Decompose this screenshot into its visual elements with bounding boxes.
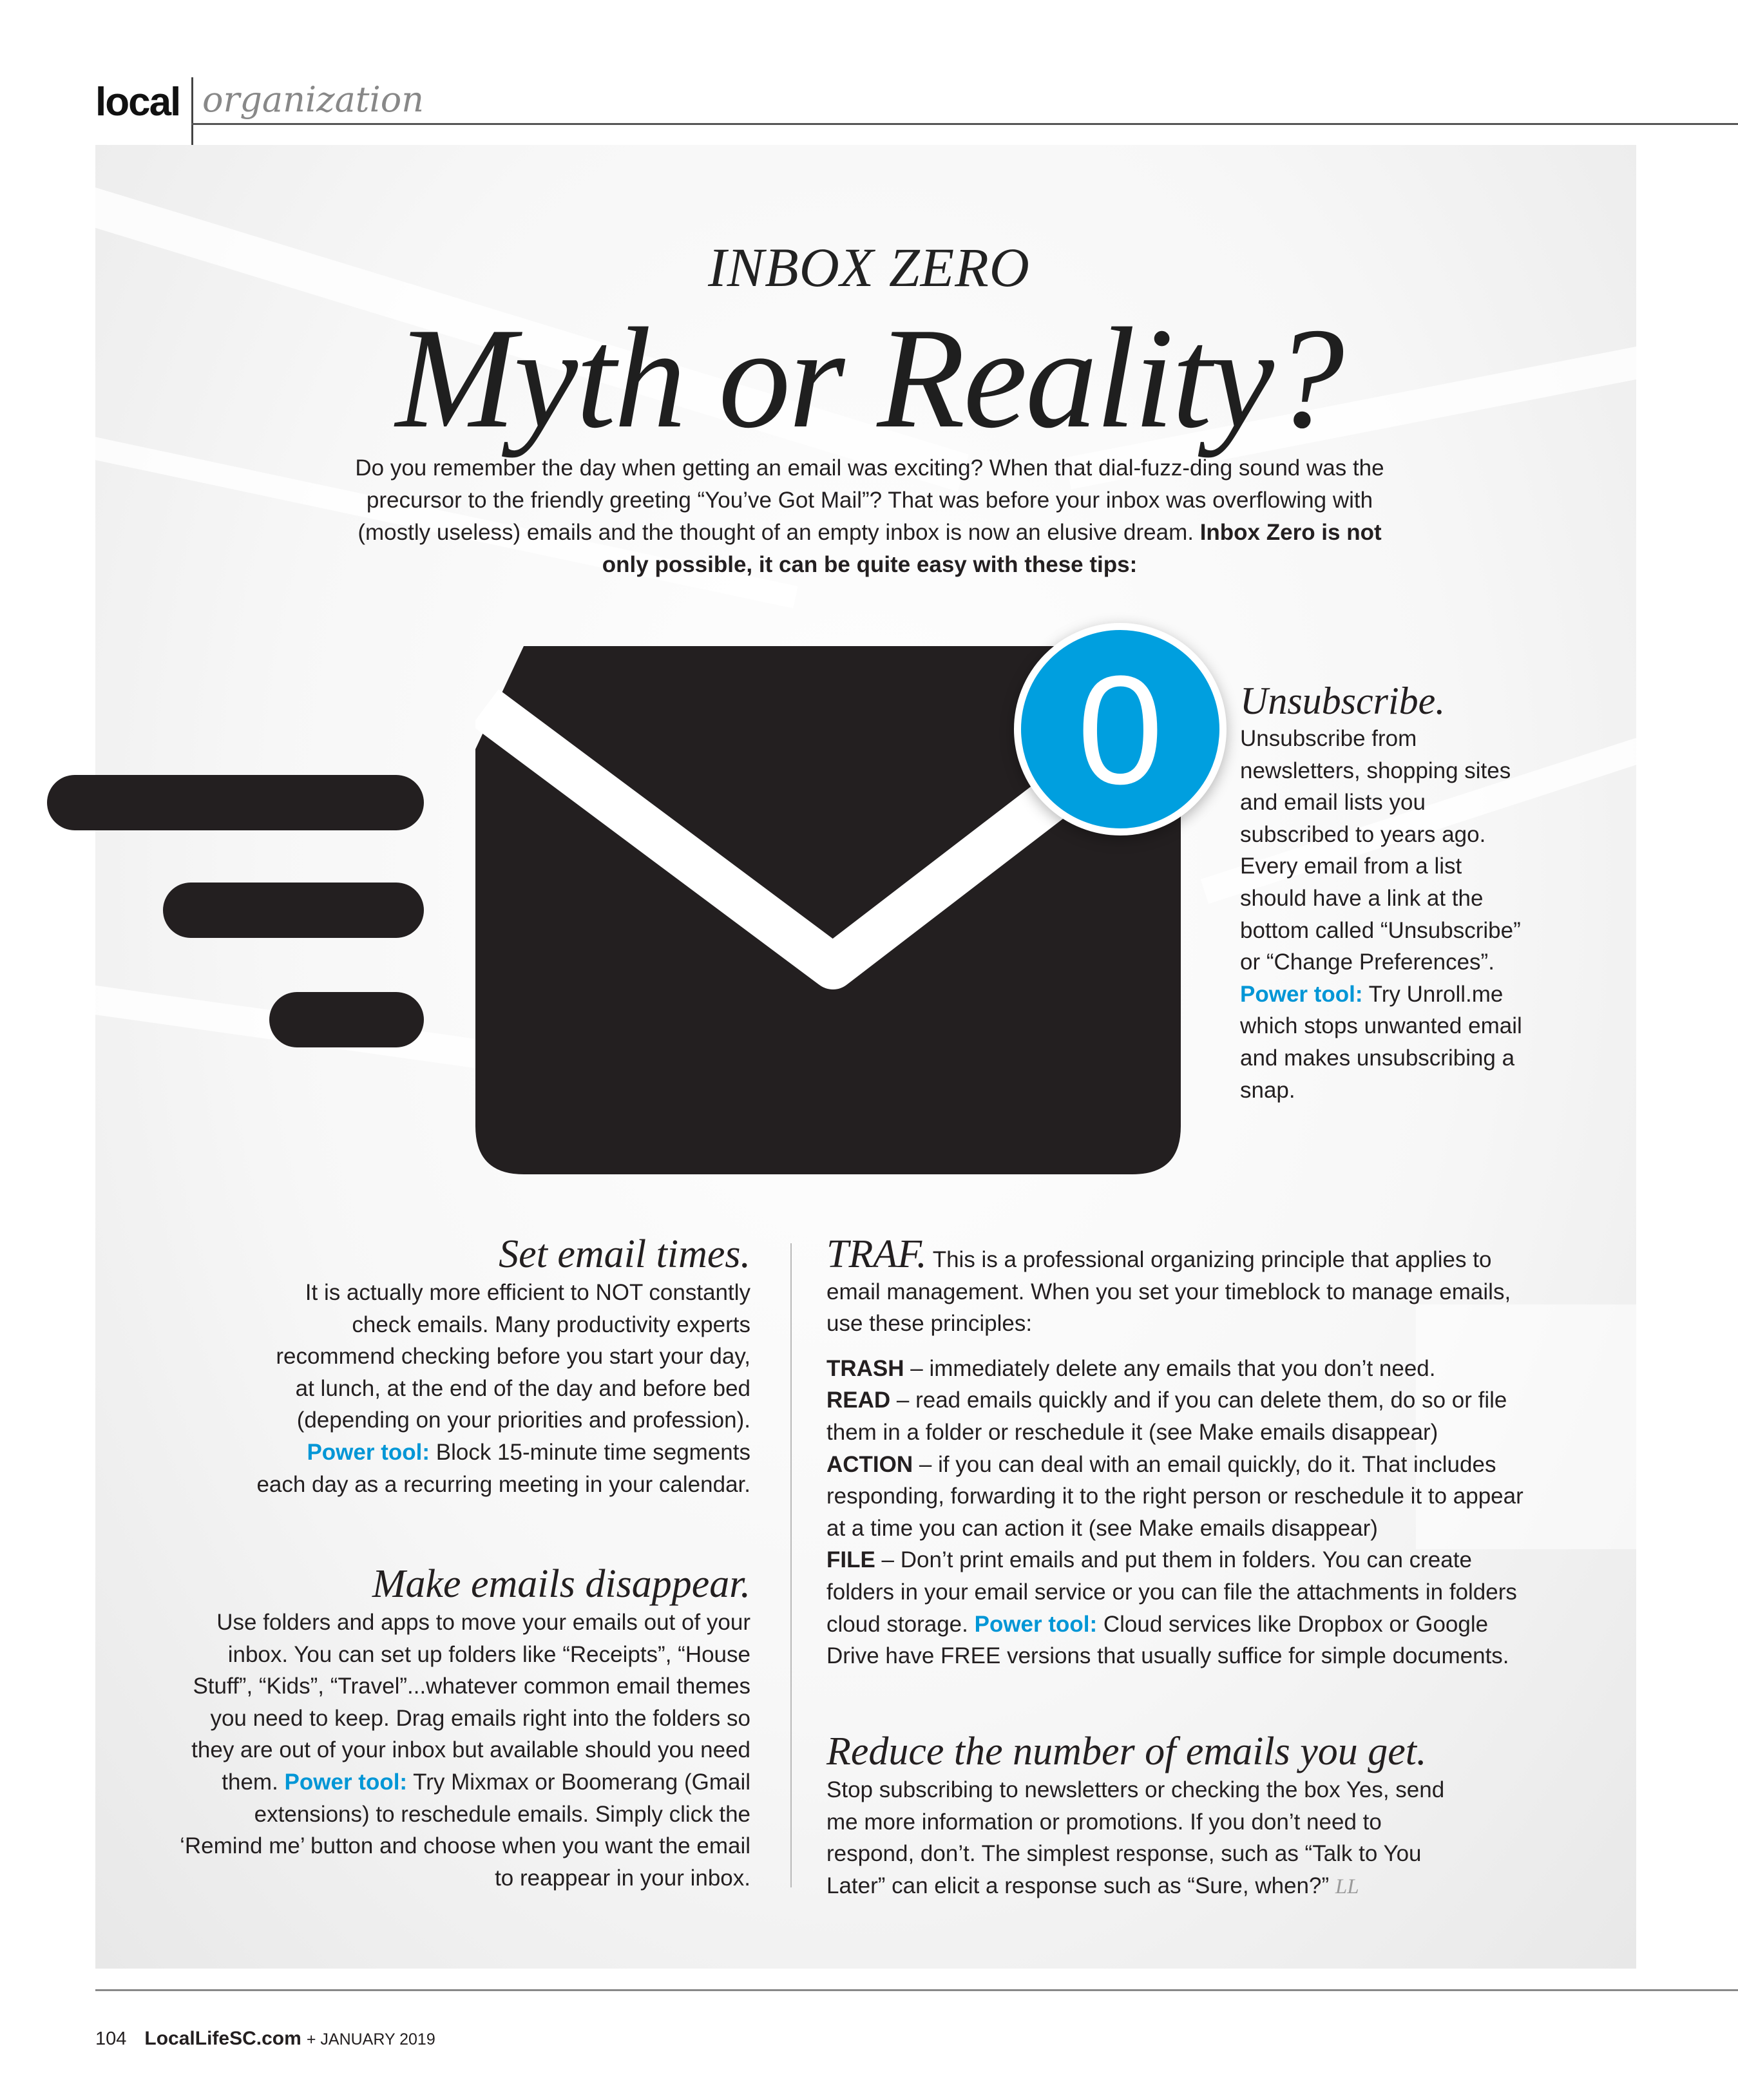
intro-bold-text: Inbox Zero is not only possible, it can be quite easy with these tips: xyxy=(602,520,1382,577)
unread-count-badge: 0 xyxy=(1014,623,1227,835)
action-text: – if you can deal with an email quickly, do it. That includes responding, forwarding it to the right person or reschedule it to appear at a time you can action it (see Make emails disappear) xyxy=(826,1451,1523,1541)
set-times-text: It is actually more efficient to NOT constantly check emails. Many productivity experts recommend checking before you start your day, at lunch, at the end of the day and before bed (depending on your priorities and profession). xyxy=(276,1280,750,1433)
intro-text: Do you remember the day when getting an email was exciting? When that dial-fuzz-ding sound was the precursor to the friendly greeting “You’ve Got Mail”? That was before your inbox was overflowing with (mostly useless) emails and the thought of an empty inbox is now an elusive dream. xyxy=(355,455,1384,545)
reduce-text: Stop subscribing to newsletters or checking the box Yes, send me more information or promotions. If you don’t need to respond, don’t. The simplest response, such as “Talk to You Later” can elicit a response such as “Sure, when?” xyxy=(826,1777,1445,1898)
column-divider xyxy=(790,1243,792,1887)
issue-date: + JANUARY 2019 xyxy=(306,2030,435,2048)
traf-action xyxy=(826,1449,1545,1545)
page-number: 104 xyxy=(95,2028,127,2049)
section-label: organization xyxy=(202,79,425,120)
power-tool-text: Try Mixmax or Boomerang (Gmail extensions) to reschedule emails. Simply click the ‘Remind me’ button and choose when you want the email to reappear in your inbox. xyxy=(180,1769,750,1891)
trash-text: – immediately delete any emails that you don’t need. xyxy=(904,1355,1436,1381)
reduce-heading: Reduce the number of emails you get. xyxy=(826,1730,1427,1773)
kicker: INBOX ZERO xyxy=(708,236,1030,298)
speed-line-top xyxy=(47,775,424,830)
header-rule xyxy=(191,123,1738,125)
unsubscribe-heading: Unsubscribe. xyxy=(1240,680,1446,722)
unsubscribe-section xyxy=(1240,682,1530,1106)
set-times-section xyxy=(254,1234,750,1500)
file-label: FILE xyxy=(826,1547,875,1573)
read-text: – read emails quickly and if you can delete them, do so or file them in a folder or reschedule it (see Make emails disappear) xyxy=(826,1388,1507,1445)
traf-section xyxy=(826,1234,1545,1672)
reduce-body xyxy=(826,1774,1471,1902)
traf-file xyxy=(826,1544,1545,1672)
traf-read xyxy=(826,1384,1545,1448)
action-label: ACTION xyxy=(826,1451,913,1477)
unsubscribe-text: Unsubscribe from newsletters, shopping sites and email lists you subscribed to years ago. Every email from a list should have a link at the bottom called “Unsubscribe” or “Change Preferences”. xyxy=(1240,726,1521,975)
power-tool-label: Power tool: xyxy=(1240,981,1363,1007)
traf-intro-text: This is a professional organizing principle that applies to email management. When you set your timeblock to manage emails, use these principles: xyxy=(826,1247,1511,1337)
author-signoff: LL xyxy=(1335,1875,1359,1898)
power-tool-text: Cloud services like Dropbox or Google Drive have FREE versions that usually suffice for simple documents. xyxy=(826,1611,1509,1669)
set-times-heading: Set email times. xyxy=(499,1232,750,1276)
reduce-section xyxy=(826,1732,1471,1902)
speed-line-bottom xyxy=(269,992,424,1047)
read-label: READ xyxy=(826,1388,891,1413)
set-times-body xyxy=(254,1277,750,1500)
file-text: – Don’t print emails and put them in folders. You can create folders in your email service or you can file the attachments in folders cloud storage. xyxy=(826,1547,1517,1637)
footer xyxy=(95,2029,435,2048)
power-tool-text: Try Unroll.me which stops unwanted email and makes unsubscribing a snap. xyxy=(1240,981,1522,1103)
speed-line-middle xyxy=(163,883,424,938)
intro-paragraph xyxy=(335,452,1404,581)
power-tool-text: Block 15-minute time segments each day as a recurring meeting in your calendar. xyxy=(256,1439,750,1497)
traf-intro xyxy=(826,1234,1545,1340)
power-tool-label: Power tool: xyxy=(974,1611,1098,1637)
brand-logo: local xyxy=(95,80,180,124)
disappear-body xyxy=(179,1607,750,1894)
traf-trash xyxy=(826,1353,1545,1385)
page-title: Myth or Reality? xyxy=(396,298,1342,458)
traf-list xyxy=(826,1353,1545,1672)
power-tool-label: Power tool: xyxy=(307,1439,430,1465)
site-name: LocalLifeSC.com xyxy=(144,2028,301,2049)
traf-heading: TRAF. xyxy=(826,1232,927,1276)
disappear-text: Use folders and apps to move your emails out of your inbox. You can set up folders like “Receipts”, “House Stuff”, “Kids”, “Travel”...whatever common email themes you need to keep. Drag emails right into the folders so they are out of your inbox but available should you need them. xyxy=(191,1610,750,1795)
disappear-heading: Make emails disappear. xyxy=(372,1562,750,1606)
disappear-section xyxy=(179,1564,750,1894)
footer-rule xyxy=(95,1989,1738,1991)
power-tool-label: Power tool: xyxy=(284,1769,408,1795)
unsubscribe-body xyxy=(1240,723,1530,1106)
trash-label: TRASH xyxy=(826,1355,904,1381)
